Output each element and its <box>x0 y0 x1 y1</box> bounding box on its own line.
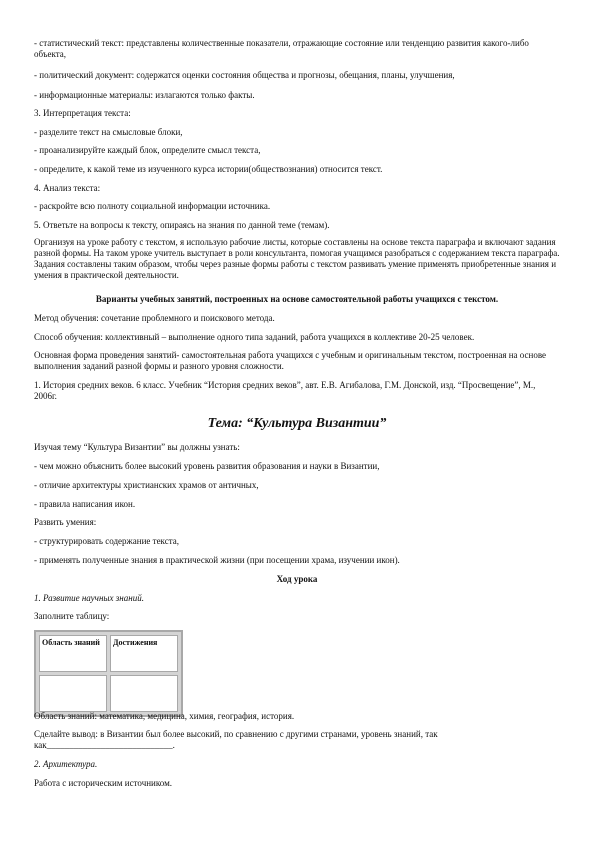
heading-text-analysis: 4. Анализ текста: <box>34 183 101 193</box>
paragraph-historical-source: Работа с историческим источником. <box>34 778 173 788</box>
table-cell[interactable] <box>39 675 107 712</box>
paragraph-statistical-text: - статистический текст: представлены количественные показатели, отражающие состояние или тенденцию развития какого-либо объекта, <box>34 38 529 59</box>
list-item-education-level: - чем можно объяснить более высокий уровень развития образования и науки в Византии, <box>34 461 380 471</box>
list-item-social-info: - раскройте всю полноту социальной информации источника. <box>34 201 271 211</box>
paragraph-information-materials: - информационные материалы: излагаются только факты. <box>34 90 255 100</box>
paragraph-conclusion: Сделайте вывод: в Византии был более высокий, по сравнению с другими странами, уровень знаний, так как____________________________. <box>34 729 438 750</box>
table-cell[interactable] <box>110 675 178 712</box>
table-header-cell: Достижения <box>110 635 178 672</box>
section-heading-lesson-flow: Ход урока <box>276 574 318 584</box>
heading-architecture: 2. Архитектура. <box>34 759 98 769</box>
paragraph-political-document: - политический документ: содержатся оценки состояния общества и прогнозы, обещания, планы, улучшения, <box>34 70 455 80</box>
list-item-determine-topic: - определите, к какой теме из изученного курса истории(обществознания) относится текст. <box>34 164 383 174</box>
list-item-apply-knowledge: - применять полученные знания в практической жизни (при посещении храма, изучении икон). <box>34 555 400 565</box>
paragraph-organizing-work: Организуя на уроке работу с текстом, я использую рабочие листы, которые составлены на основе текста параграфа и включают задания разной формы. На таком уроке учитель выступает в роли консультанта, помогая учащимся разобраться с содержанием текста параграфа. Задания составлены таким образом, чтобы через разные формы работы с текстом развивать умение применять приобретенные знания и умения в практической деятельности. <box>34 237 560 280</box>
list-item-divide-blocks: - разделите текст на смысловые блоки, <box>34 127 183 137</box>
knowledge-table <box>34 630 183 717</box>
list-item-analyze-blocks: - проанализируйте каждый блок, определите смысл текста, <box>34 145 261 155</box>
table-row <box>39 675 178 712</box>
section-heading-variants: Варианты учебных занятий, построенных на основе самостоятельной работы учащихся с текстом. <box>95 294 499 304</box>
paragraph-main-form: Основная форма проведения занятий- самостоятельная работа учащихся с учебным и оригинальным текстом, построенная на основе выполнения заданий разной формы и разного уровня сложности. <box>34 350 547 371</box>
list-item-structure-text: - структурировать содержание текста, <box>34 536 179 546</box>
heading-develop-skills: Развить умения: <box>34 517 97 527</box>
heading-scientific-knowledge: 1. Развитие научных знаний. <box>34 593 144 603</box>
paragraph-answer-questions: 5. Ответьте на вопросы к тексту, опираясь на знания по данной теме (темам). <box>34 220 330 230</box>
table-row <box>39 635 178 672</box>
paragraph-reference: 1. История средних веков. 6 класс. Учебник “История средних веков”, авт. Е.В. Агибалова, Г.М. Донской, изд. “Просвещение”, М., 2006г. <box>34 380 536 401</box>
heading-interpretation: 3. Интерпретация текста: <box>34 108 131 118</box>
paragraph-fill-table: Заполните таблицу: <box>34 611 110 621</box>
paragraph-teaching-method: Метод обучения: сочетание проблемного и поискового метода. <box>34 313 275 323</box>
paragraph-teaching-mode: Способ обучения: коллективный – выполнение одного типа заданий, работа учащихся в коллективе 20-25 человек. <box>34 332 475 342</box>
list-item-icon-rules: - правила написания икон. <box>34 499 136 509</box>
page-title: Тема: “Культура Византии” <box>207 416 387 431</box>
paragraph-must-know: Изучая тему “Культура Византии” вы должны узнать: <box>34 442 240 452</box>
list-item-architecture-difference: - отличие архитектуры христианских храмов от античных, <box>34 480 259 490</box>
table-header-cell: Область знаний <box>39 635 107 672</box>
paragraph-knowledge-fields: Область знаний: математика, медицина, химия, география, история. <box>34 711 295 721</box>
